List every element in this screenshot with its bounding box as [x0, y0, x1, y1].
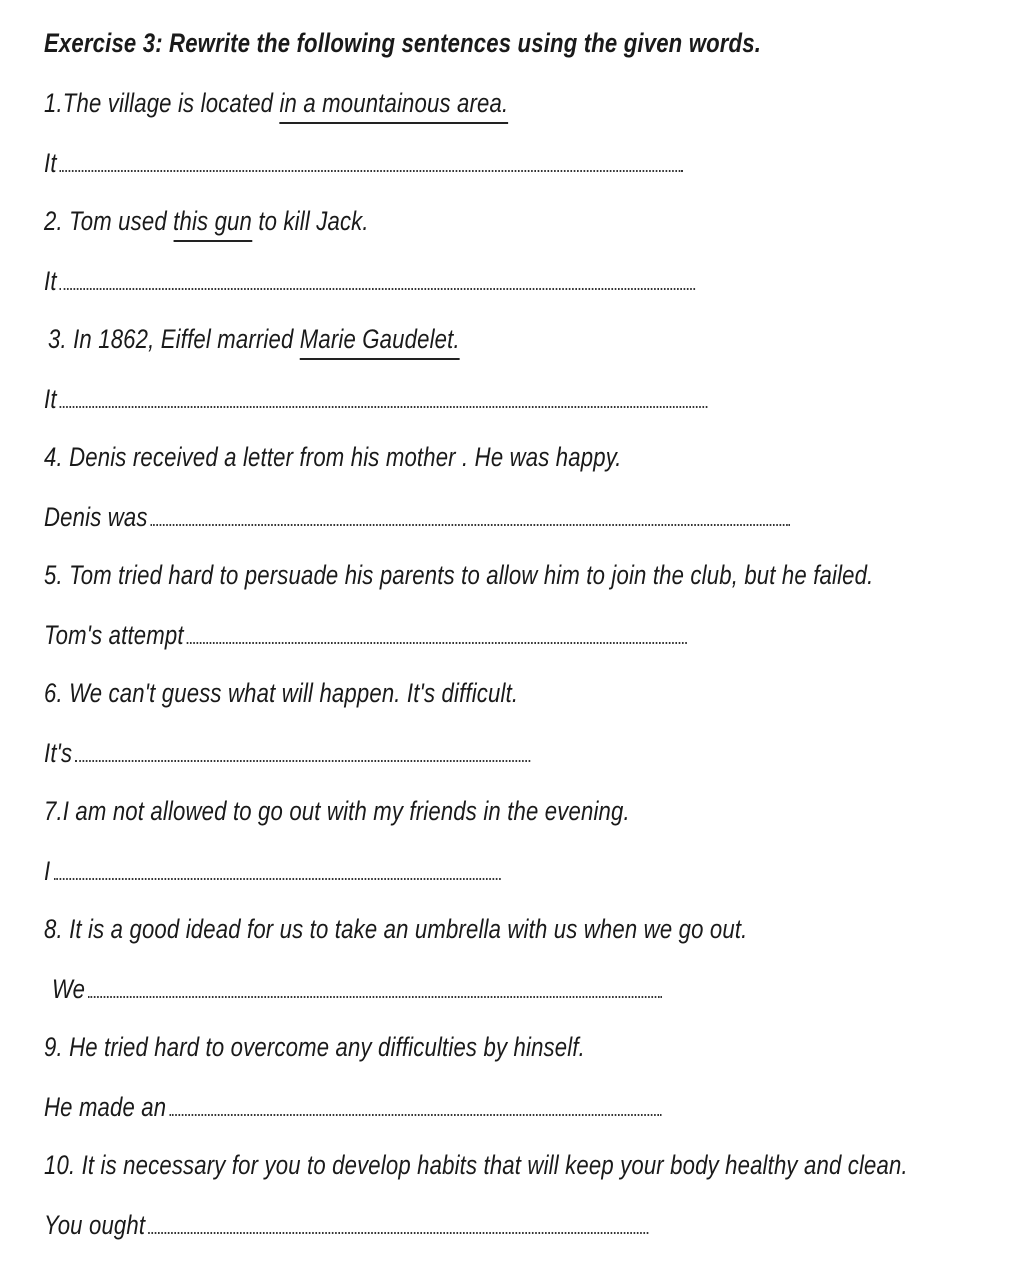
answer-10	[44, 1208, 649, 1242]
answer-5-blank[interactable]	[187, 636, 687, 644]
answer-3-blank[interactable]	[60, 400, 708, 408]
question-2-underlined: this gun	[173, 206, 252, 242]
answer-5	[44, 618, 687, 652]
question-8: 8. It is a good idead for us to take an umbrella with us when we go out.	[44, 914, 748, 944]
answer-1-blank[interactable]	[60, 164, 683, 172]
answer-4-blank[interactable]	[151, 518, 791, 526]
answer-5-start: Tom's attempt	[44, 620, 184, 650]
answer-8-start: We	[52, 974, 86, 1004]
answer-6-start: It's	[44, 738, 73, 768]
answer-7	[44, 854, 500, 888]
question-1-text: 1.The village is located	[44, 88, 280, 118]
question-3-text: 3. In 1862, Eiffel married	[48, 324, 300, 354]
answer-4-start: Denis was	[44, 502, 148, 532]
answer-2-blank[interactable]	[60, 282, 696, 290]
question-6: 6. We can't guess what will happen. It's difficult.	[44, 678, 519, 708]
question-2-text: 2. Tom used	[44, 206, 174, 236]
answer-3	[44, 382, 708, 416]
question-2	[44, 204, 369, 242]
answer-6	[44, 736, 531, 770]
answer-7-blank[interactable]	[54, 872, 501, 880]
answer-3-start: It	[44, 384, 57, 414]
answer-1-start: It	[44, 148, 57, 178]
exercise-title: Exercise 3: Rewrite the following sentences using the given words.	[44, 28, 762, 58]
answer-7-start: I	[44, 856, 51, 886]
answer-10-blank[interactable]	[148, 1226, 648, 1234]
answer-2-start: It	[44, 266, 57, 296]
answer-6-blank[interactable]	[76, 754, 531, 762]
answer-4	[44, 500, 790, 534]
question-3	[48, 322, 460, 360]
answer-8	[52, 972, 662, 1006]
answer-9	[44, 1090, 662, 1124]
question-1-underlined: in a mountainous area.	[279, 88, 508, 124]
question-3-underlined: Marie Gaudelet.	[300, 324, 460, 360]
question-1	[44, 86, 508, 124]
answer-9-blank[interactable]	[170, 1108, 662, 1116]
question-4: 4. Denis received a letter from his mother . He was happy.	[44, 442, 622, 472]
question-2-text-after: to kill Jack.	[252, 206, 369, 236]
question-7: 7.I am not allowed to go out with my friends in the evening.	[44, 796, 630, 826]
answer-8-blank[interactable]	[88, 990, 662, 998]
answer-10-start: You ought	[44, 1210, 146, 1240]
question-10: 10. It is necessary for you to develop habits that will keep your body healthy and clean.	[44, 1150, 908, 1180]
question-5: 5. Tom tried hard to persuade his parents to allow him to join the club, but he failed.	[44, 560, 874, 590]
answer-1	[44, 146, 683, 180]
question-9: 9. He tried hard to overcome any difficulties by hinself.	[44, 1032, 585, 1062]
answer-9-start: He made an	[44, 1092, 167, 1122]
answer-2	[44, 264, 695, 298]
